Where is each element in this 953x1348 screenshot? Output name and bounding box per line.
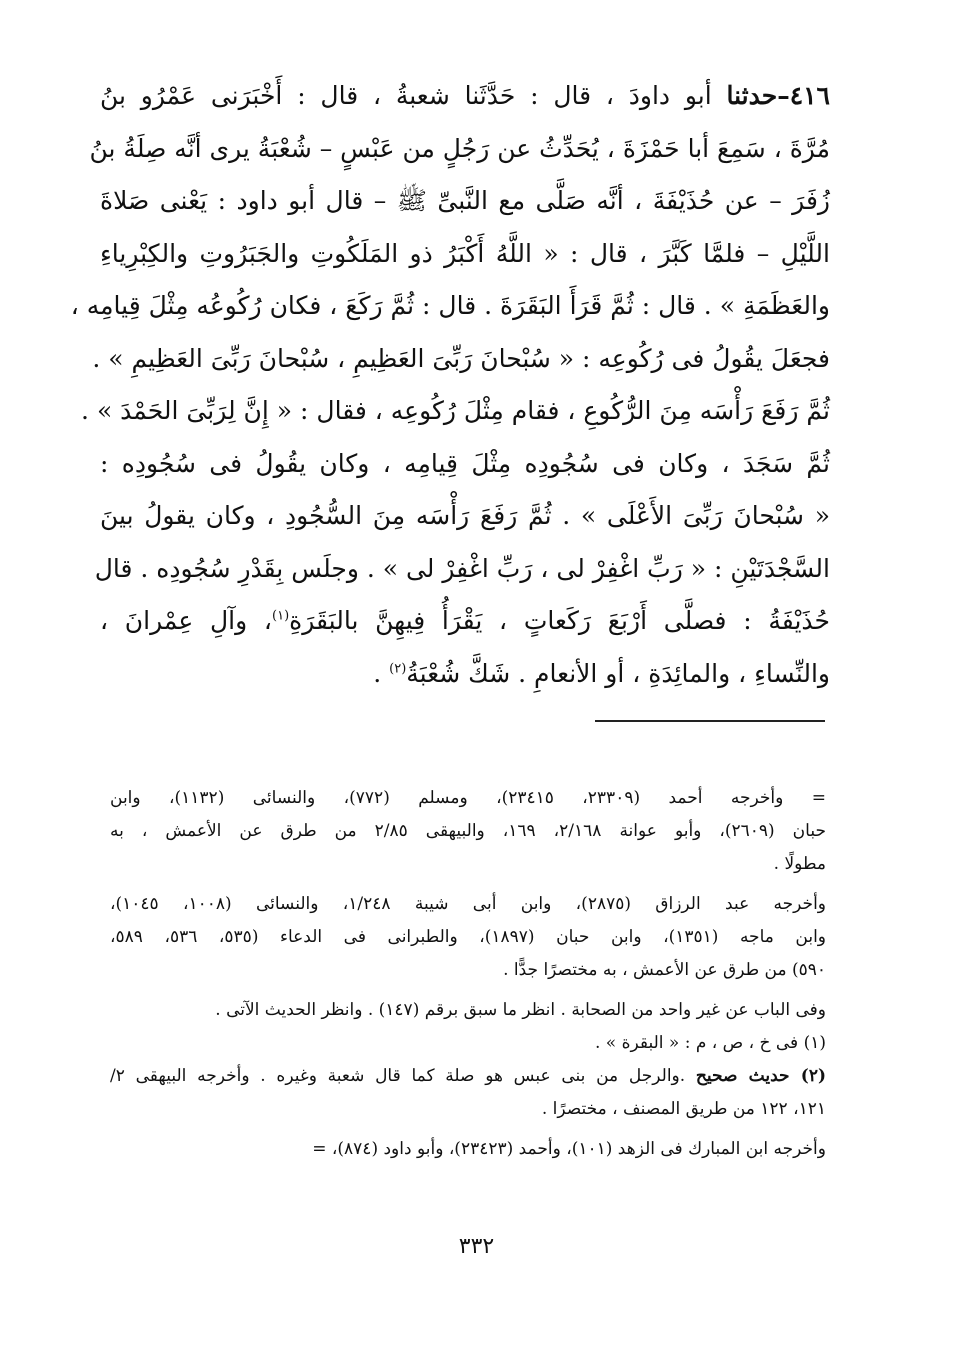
hadith-line-text: ثُمَّ رَفَعَ رَأْسَه مِنَ الرُّكُوعِ ، فقام مِثْلَ رُكُوعِه ، فقال : « إِنَّ لِرَبِّىَ الحَمْدَ » . — [81, 396, 830, 425]
hadith-line-5 — [70, 280, 830, 333]
hadith-text — [70, 70, 830, 700]
footnote-note-2-text: .والرجل من بنى عبس هو صلة كما قال شعبة وغيره . وأخرجه البيهقى ٢/ — [110, 1066, 696, 1086]
hadith-line-3 — [100, 175, 830, 228]
hadith-line-text: السَّجْدَتَيْنِ : « رَبِّ اغْفِرْ لى ، رَبِّ اغْفِرْ لى » . وجلَس بِقَدْرِ سُجُودِه . قال — [94, 553, 830, 583]
page-number: ٣٣٢ — [458, 1234, 495, 1259]
footnote-line: مطولًا . — [773, 854, 826, 874]
hadith-line-text: ، وآلِ عِمْرانَ ، — [100, 606, 272, 635]
hadith-line-text: فجعَلَ يقُولُ فى رُكُوعِه : « سُبْحانَ رَبِّىَ العَظِيمِ ، سُبْحانَ رَبِّىَ العَظِيمِ » . — [92, 343, 830, 373]
footnote-line: وأخرجه ابن المبارك فى الزهد (١٠١)، وأحمد (٢٣٤٢٣)، وأبو داود (٨٧٤)، = — [312, 1139, 826, 1159]
footnotes — [110, 782, 826, 1173]
hadith-line-2 — [89, 123, 830, 176]
footnote-line: ٥٩٠) من طرق عن الأعمش ، به مختصرًا جدًّا . — [503, 960, 826, 980]
hadith-line-11 — [100, 595, 830, 648]
footnote-ref-2: (٢) — [389, 661, 407, 677]
hadith-line-text: حُذَيْفَةُ : فصلَّى أَرْبَعَ رَكَعاتٍ ، يَقْرَأُ فِيهِنَّ بالبَقَرَةِ — [289, 606, 830, 635]
footnote-paragraph-4 — [110, 1133, 826, 1166]
footnote-line: وفى الباب عن غير واحد من الصحابة . انظر ما سبق برقم (١٤٧) . وانظر الحديث الآتى . — [215, 1000, 826, 1020]
hadith-line-8 — [100, 438, 830, 491]
hadith-line-text: ثُمَّ سَجَدَ ، وكان فى سُجُودِه مِثْلَ قِيامِه ، وكان يقُولُ فى سُجُودِه : — [100, 448, 830, 478]
footnote-line: حبان (٢٦٠٩)، وأبو عوانة ٢/١٦٨، ١٦٩، والبيهقى ٢/٨٥ من طرق عن الأعمش ، به — [110, 821, 826, 841]
hadith-line-9 — [100, 490, 830, 543]
hadith-line-text: « سُبْحانَ رَبِّىَ الأَعْلَى » . ثُمَّ رَفَعَ رَأْسَه مِنَ السُّجُودِ ، وكان يقولُ بينَ — [100, 501, 830, 530]
footnote-note-2-label: (٢) حديث صحيح — [695, 1066, 826, 1086]
footnote-note-1: (١) فى خ ، ص ، م : « البقرة » . — [594, 1033, 826, 1053]
hadith-line-12 — [100, 648, 830, 701]
footnote-note-2 — [110, 1060, 826, 1093]
footnote-paragraph-2 — [110, 888, 826, 987]
hadith-line-text: والعَظَمَةِ » . قال : ثُمَّ قَرَأَ البَقَرَةَ . قال : ثُمَّ رَكَعَ ، فكان رُكُوعُه مِثْلَ قِيامِه ، — [70, 291, 830, 320]
hadith-line-text: . — [373, 658, 390, 688]
footnote-ref-1: (١) — [272, 608, 290, 624]
hadith-line-text: زُفَرَ – عن حُذَيْفَةَ ، أنَّه صَلَّى مع النَّبىِّ ﷺ – قال أبو داود : يَعْنى صَلاةَ — [100, 186, 830, 215]
hadith-line-text: والنِّساءِ ، والمائِدَةِ ، أو الأنعامِ . شَكَّ شُعْبَةُ — [406, 658, 830, 688]
hadith-line-6 — [92, 333, 830, 386]
hadith-line-10 — [94, 543, 830, 596]
hadith-line-7 — [81, 385, 830, 438]
hadith-line-4 — [100, 228, 830, 281]
hadith-line-text: أبو داودَ ، قال : حَدَّثَنا شعبةُ ، قال : أَخْبَرَنى عَمْرُو بنُ — [100, 81, 727, 110]
hadith-label: حدثنا — [726, 81, 778, 110]
footnote-line: وابن ماجه (١٣٥١)، وابن حبان (١٨٩٧)، والطبرانى فى الدعاء (٥٣٥، ٥٣٦، ٥٨٩، — [110, 927, 827, 947]
hadith-line-text: مُرَّةَ ، سَمِعَ أبا حَمْزَةَ ، يُحَدِّثُ عن رَجُلٍ من عَبْسٍ – شُعْبَةُ يرى أنَّه صِلَةُ بنُ — [89, 133, 830, 163]
footnote-line: ١٢١، ١٢٢ من طريق المصنف ، مختصرًا . — [541, 1099, 826, 1119]
footnote-paragraph-3 — [110, 994, 826, 1126]
footnote-line: = وأخرجه أحمد (٢٣٣٠٩، ٢٣٤١٥)، ومسلم (٧٧٢)، والنسائى (١١٣٢)، وابن — [110, 788, 827, 808]
footnote-paragraph-1 — [110, 782, 826, 881]
footnote-line: وأخرجه عبد الرزاق (٢٨٧٥)، وابن أبى شيبة ١/٢٤٨، والنسائى (١٠٠٨، ١٠٤٥)، — [110, 894, 826, 914]
hadith-line-1 — [100, 70, 830, 123]
hadith-line-text: اللَّيْلِ – فلمَّا كَبَّرَ ، قال : « اللَّهُ أَكْبَرُ ذو المَلَكُوتِ والجَبَرُوتِ والكِبْرِياءِ — [100, 238, 830, 268]
footnote-separator — [595, 720, 825, 722]
hadith-number: ٤١٦– — [777, 81, 830, 110]
